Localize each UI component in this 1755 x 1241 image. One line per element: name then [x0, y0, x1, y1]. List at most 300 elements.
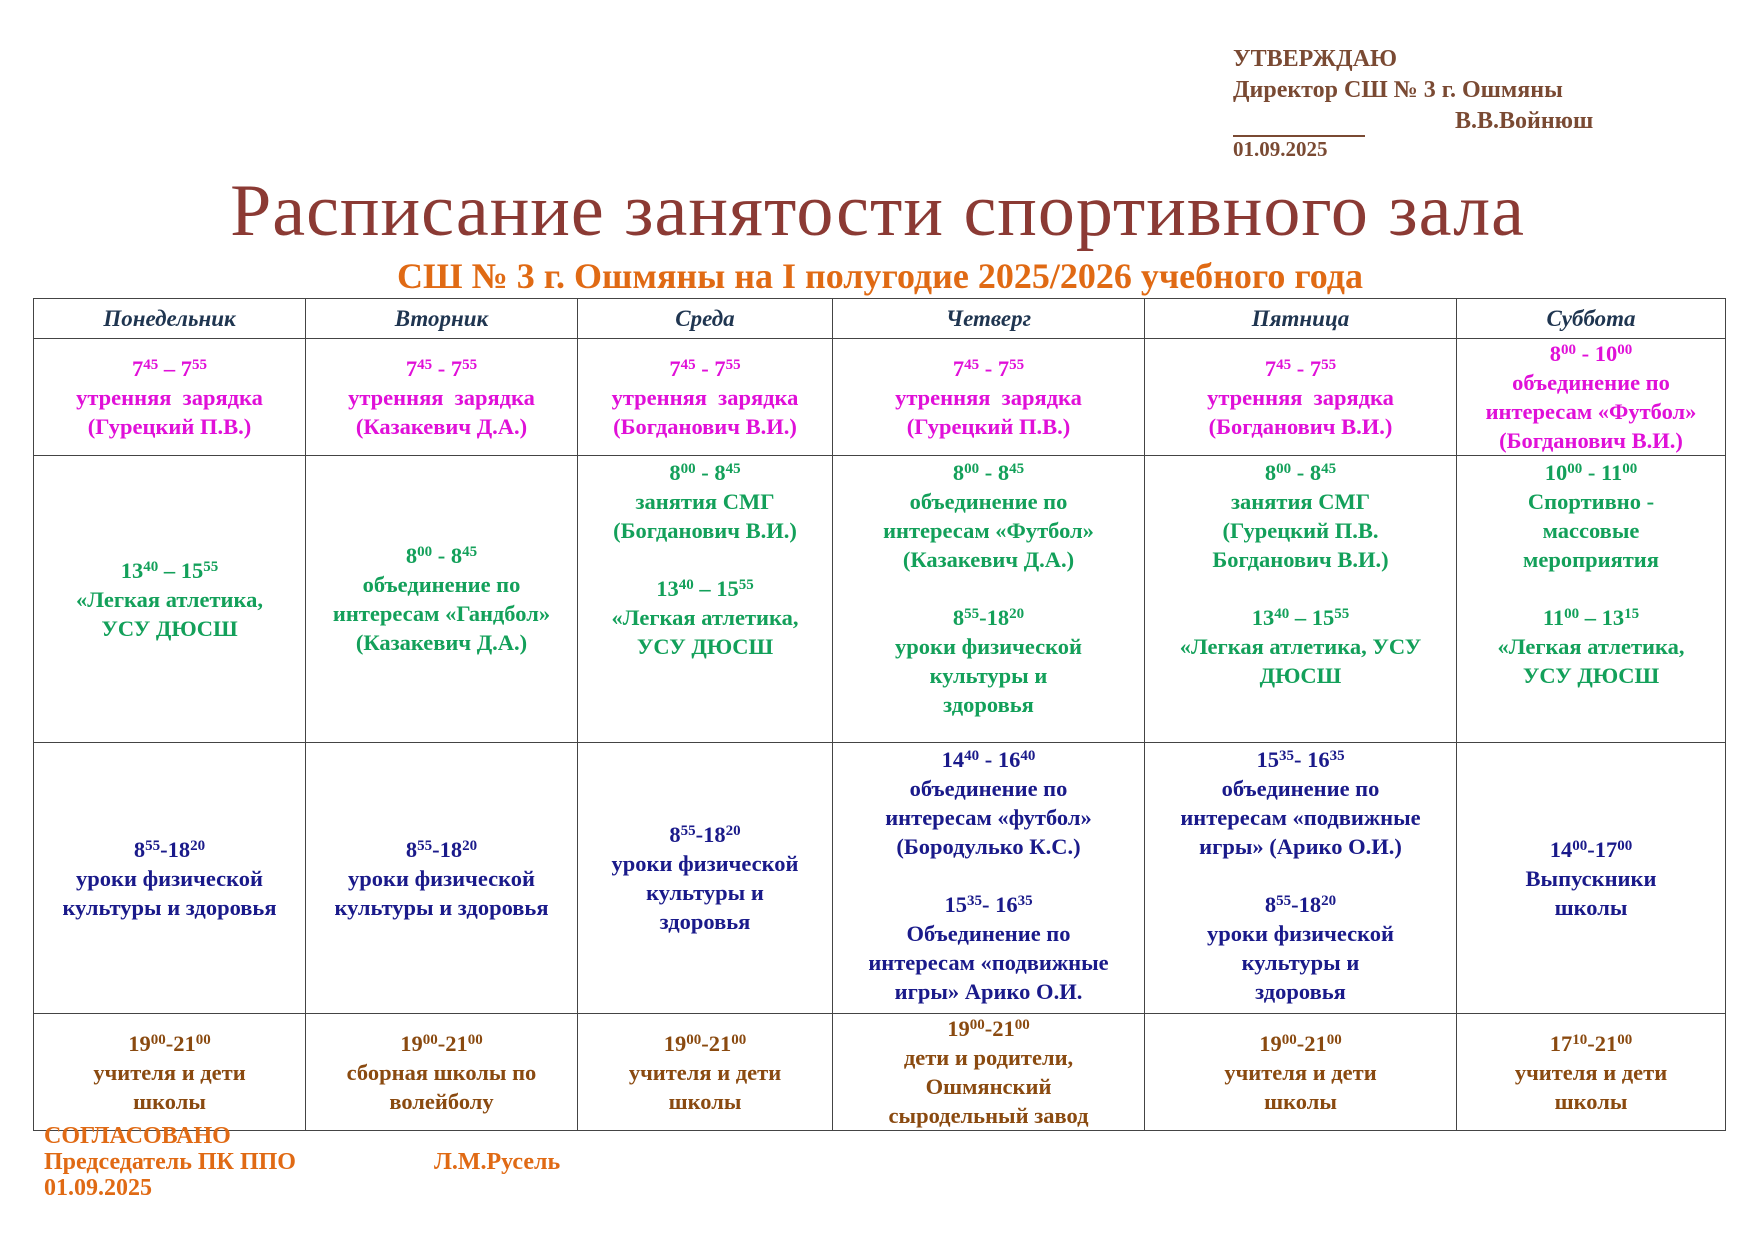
end-minutes: 55	[725, 356, 741, 373]
activity-line: здоровья	[659, 909, 751, 934]
activity-line: (Казакевич Д.А.)	[902, 547, 1075, 572]
schedule-cell	[1145, 339, 1457, 456]
end-hour: 8	[997, 460, 1010, 485]
activity-line: объединение по	[909, 489, 1068, 514]
activity-line: Спортивно -	[1527, 489, 1655, 514]
activity-line: «Легкая атлетика,	[1497, 634, 1685, 659]
start-minutes: 40	[143, 558, 159, 575]
activity-line: культуры и здоровья	[334, 894, 549, 920]
time-range	[582, 1029, 828, 1058]
end-hour: 18	[167, 836, 191, 862]
time-range	[837, 890, 1140, 919]
start-hour: 8	[952, 605, 965, 630]
start-hour: 19	[947, 1016, 970, 1041]
schedule-entry	[1461, 339, 1721, 455]
start-hour: 15	[944, 892, 967, 917]
schedule-entry	[1461, 835, 1721, 922]
schedule-cell	[306, 456, 578, 743]
start-minutes: 00	[1572, 837, 1588, 854]
time-range	[1149, 745, 1452, 774]
schedule-entry	[38, 1029, 301, 1116]
end-minutes: 55	[1334, 606, 1350, 622]
schedule-row	[34, 456, 1726, 743]
start-hour: 8	[1264, 892, 1277, 917]
end-hour: 18	[439, 836, 463, 862]
time-range	[1149, 1029, 1452, 1058]
schedule-cell	[833, 339, 1145, 456]
end-minutes: 00	[195, 1031, 211, 1048]
activity-line: школы	[1264, 1088, 1337, 1114]
start-minutes: 45	[1276, 356, 1292, 373]
schedule-entry	[837, 745, 1140, 861]
end-minutes: 35	[1017, 893, 1033, 909]
start-minutes: 55	[964, 606, 980, 622]
start-hour: 11	[1542, 605, 1565, 630]
start-hour: 8	[669, 460, 681, 485]
end-minutes: 20	[462, 837, 478, 854]
time-separator: -	[160, 836, 168, 862]
end-minutes: 15	[1624, 606, 1640, 622]
activity-line: сыродельный завод	[888, 1103, 1089, 1128]
time-range	[1461, 1029, 1721, 1058]
activity-line: учителя и дети	[628, 1059, 782, 1085]
end-hour: 13	[1601, 605, 1625, 630]
time-separator: -	[1296, 1030, 1305, 1056]
schedule-entry	[837, 1014, 1140, 1130]
activity-line: школы	[1554, 1088, 1628, 1114]
activity-line: утренняя зарядка	[76, 384, 263, 410]
time-separator: -	[432, 836, 440, 862]
end-hour: 7	[450, 355, 463, 381]
start-minutes: 35	[966, 893, 982, 909]
schedule-row	[34, 743, 1726, 1014]
time-range	[1461, 835, 1721, 864]
schedule-cell	[34, 1014, 306, 1131]
time-separator: -	[979, 355, 998, 381]
time-range	[582, 458, 828, 487]
agreement-signature-line	[44, 1149, 560, 1175]
start-hour: 8	[1264, 460, 1277, 485]
time-separator: -	[437, 1030, 446, 1056]
schedule-entry	[38, 835, 301, 922]
activity-line: (Богданович В.И.)	[613, 518, 797, 543]
time-range	[38, 835, 301, 864]
end-minutes: 55	[1009, 356, 1025, 373]
schedule-cell	[1457, 339, 1726, 456]
activity-line: интересам «подвижные	[868, 950, 1109, 975]
activity-line: игры» Арико О.И.	[894, 979, 1083, 1004]
time-range	[310, 835, 573, 864]
activity-line: утренняя зарядка	[611, 384, 799, 410]
end-minutes: 00	[1326, 1031, 1342, 1048]
activity-line: (Богданович В.И.)	[1208, 413, 1393, 439]
end-hour: 15	[716, 576, 739, 601]
block-spacer	[1461, 574, 1721, 603]
end-hour: 21	[1304, 1030, 1327, 1056]
start-minutes: 55	[417, 837, 433, 854]
time-range	[38, 1029, 301, 1058]
end-hour: 18	[1298, 892, 1322, 917]
activity-line: (Гурецкий П.В.)	[906, 413, 1071, 439]
schedule-entry	[1461, 603, 1721, 690]
time-range	[1461, 339, 1721, 368]
activity-line: (Казакевич Д.А.)	[355, 413, 528, 439]
activity-line: дети и родители,	[903, 1045, 1074, 1070]
activity-line: объединение по	[362, 572, 521, 597]
day-header: Пятница	[1145, 299, 1457, 339]
schedule-cell	[1145, 1014, 1457, 1131]
start-minutes: 00	[1564, 606, 1580, 622]
end-minutes: 00	[1617, 1031, 1633, 1048]
time-separator: -	[1293, 747, 1308, 772]
end-minutes: 55	[192, 356, 207, 373]
day-header: Среда	[578, 299, 833, 339]
approval-signature-line	[1233, 106, 1713, 137]
start-minutes: 00	[417, 544, 433, 560]
schedule-cell	[1457, 456, 1726, 743]
agreement-heading: СОГЛАСОВАНО	[44, 1123, 231, 1149]
activity-line: уроки физической	[611, 851, 799, 876]
start-hour: 8	[1549, 341, 1561, 366]
agreement-date: 01.09.2025	[44, 1175, 152, 1201]
start-hour: 19	[400, 1030, 423, 1056]
agreement-position: Председатель ПК ППО	[44, 1149, 296, 1175]
time-separator: -	[701, 1030, 709, 1056]
end-minutes: 20	[725, 823, 741, 839]
schedule-cell	[1145, 743, 1457, 1014]
schedule-cell	[306, 1014, 578, 1131]
start-hour: 19	[1259, 1030, 1282, 1056]
activity-line: «Легкая атлетика, УСУ	[1179, 634, 1422, 659]
block-spacer	[582, 545, 828, 574]
time-separator: –	[158, 355, 181, 381]
block-spacer	[837, 574, 1140, 603]
end-hour: 7	[997, 355, 1010, 381]
schedule-entry	[1149, 1029, 1452, 1116]
time-separator: -	[979, 747, 998, 772]
schedule-entry	[1461, 458, 1721, 574]
start-minutes: 40	[678, 577, 694, 593]
start-minutes: 55	[145, 837, 161, 854]
end-hour: 11	[1600, 460, 1623, 485]
activity-line: школы	[1554, 894, 1628, 920]
end-minutes: 55	[738, 577, 754, 593]
activity-line: Богданович В.И.)	[1212, 547, 1389, 572]
end-minutes: 40	[1020, 748, 1036, 764]
schedule-entry	[837, 603, 1140, 719]
activity-line: уроки физической	[1207, 921, 1394, 946]
activity-line: Объединение по	[906, 921, 1071, 946]
page-subtitle: СШ № 3 г. Ошмяны на I полугодие 2025/2026 учебного года	[397, 256, 1363, 296]
start-minutes: 00	[1561, 342, 1576, 358]
start-hour: 15	[1256, 747, 1279, 772]
start-minutes: 00	[964, 461, 980, 477]
start-hour: 8	[669, 822, 681, 847]
schedule-entry	[310, 354, 573, 441]
schedule-entry	[582, 1029, 828, 1116]
activity-line: утренняя зарядка	[348, 384, 535, 410]
time-separator: -	[984, 1016, 993, 1041]
time-separator: –	[1579, 605, 1602, 630]
time-separator: -	[1291, 892, 1299, 917]
activity-line: Ошмянский	[925, 1074, 1052, 1099]
time-separator: -	[432, 355, 451, 381]
time-separator: -	[695, 355, 715, 381]
activity-line: здоровья	[943, 692, 1034, 717]
end-hour: 7	[714, 355, 726, 381]
time-separator: –	[158, 557, 181, 583]
time-separator: -	[979, 460, 998, 485]
schedule-entry	[38, 556, 301, 643]
approval-name: В.В.Войнюш	[1455, 108, 1594, 134]
day-header: Вторник	[306, 299, 578, 339]
schedule-entry	[310, 835, 573, 922]
start-minutes: 00	[1567, 461, 1583, 477]
time-range	[837, 1014, 1140, 1043]
approval-heading: УТВЕРЖДАЮ	[1233, 46, 1398, 72]
activity-line: школы	[668, 1088, 742, 1114]
start-minutes: 10	[1572, 1031, 1588, 1048]
day-header: Четверг	[833, 299, 1145, 339]
start-minutes: 00	[686, 1031, 702, 1048]
activity-line: объединение по	[1512, 370, 1670, 395]
end-hour: 21	[173, 1030, 196, 1056]
end-hour: 15	[180, 557, 204, 583]
start-minutes: 00	[422, 1031, 438, 1048]
schedule-entry	[310, 541, 573, 657]
days-header-row	[34, 299, 1726, 339]
end-minutes: 45	[462, 544, 478, 560]
activity-line: УСУ ДЮСШ	[1522, 663, 1660, 688]
start-minutes: 45	[417, 356, 433, 373]
start-minutes: 40	[1274, 606, 1290, 622]
activity-line: здоровья	[1255, 979, 1346, 1004]
activity-line: уроки физической	[895, 634, 1082, 659]
schedule-cell	[1457, 1014, 1726, 1131]
schedule-cell	[578, 456, 833, 743]
approval-position: Директор СШ № 3 г. Ошмяны	[1233, 77, 1563, 103]
day-header: Понедельник	[34, 299, 306, 339]
activity-line: «Легкая атлетика,	[611, 605, 799, 630]
schedule-entry	[837, 458, 1140, 574]
time-range	[837, 745, 1140, 774]
activity-line: игры» (Арико О.И.)	[1199, 834, 1402, 859]
activity-line: интересам «футбол»	[885, 805, 1092, 830]
time-range	[1461, 458, 1721, 487]
schedule-cell	[34, 743, 306, 1014]
end-hour: 21	[1594, 1030, 1618, 1056]
end-minutes: 45	[1321, 461, 1337, 477]
approval-date: 01.09.2025	[1233, 137, 1328, 161]
time-separator: -	[1587, 836, 1595, 862]
time-range	[1149, 458, 1452, 487]
schedule-cell	[833, 1014, 1145, 1131]
block-spacer	[837, 861, 1140, 890]
end-hour: 7	[1309, 355, 1322, 381]
schedule-cell	[1145, 456, 1457, 743]
schedule-entry	[1149, 890, 1452, 1006]
activity-line: интересам «подвижные	[1180, 805, 1421, 830]
time-separator: -	[695, 822, 704, 847]
approval-block	[1233, 44, 1713, 161]
end-minutes: 20	[1321, 893, 1337, 909]
day-header: Суббота	[1457, 299, 1726, 339]
time-range	[837, 458, 1140, 487]
time-range	[582, 354, 828, 383]
activity-line: сборная школы по	[346, 1059, 537, 1085]
activity-line: ДЮСШ	[1259, 663, 1342, 688]
schedule-cell	[1457, 743, 1726, 1014]
end-minutes: 00	[1617, 837, 1633, 854]
start-hour: 14	[1549, 836, 1573, 862]
schedule-cell	[578, 339, 833, 456]
start-hour: 13	[656, 576, 679, 601]
time-range	[38, 556, 301, 585]
activity-line: культуры и	[929, 663, 1048, 688]
time-separator: -	[979, 605, 987, 630]
activity-line: культуры и	[646, 880, 764, 905]
time-range	[310, 354, 573, 383]
start-hour: 19	[663, 1030, 687, 1056]
activity-line: волейболу	[389, 1088, 494, 1114]
schedule-cell	[578, 1014, 833, 1131]
end-minutes: 00	[731, 1031, 747, 1048]
end-minutes: 20	[1009, 606, 1025, 622]
activity-line: учителя и дети	[1224, 1059, 1377, 1085]
end-minutes: 00	[1622, 461, 1638, 477]
end-hour: 21	[445, 1030, 468, 1056]
start-hour: 7	[132, 355, 144, 381]
schedule-entry	[582, 574, 828, 661]
activity-line: уроки физической	[348, 865, 535, 891]
time-separator: -	[695, 460, 715, 485]
start-hour: 8	[952, 460, 965, 485]
start-hour: 7	[405, 355, 418, 381]
end-hour: 16	[1307, 747, 1330, 772]
block-spacer	[1149, 574, 1452, 603]
block-spacer	[1149, 861, 1452, 890]
start-minutes: 45	[964, 356, 980, 373]
signature-blank	[1233, 113, 1365, 137]
time-separator: -	[1582, 460, 1601, 485]
time-range	[582, 574, 828, 603]
end-minutes: 55	[203, 558, 219, 575]
start-minutes: 00	[1276, 461, 1292, 477]
schedule-cell	[34, 339, 306, 456]
time-range	[837, 354, 1140, 383]
schedule-entry	[1149, 745, 1452, 861]
start-hour: 7	[669, 355, 681, 381]
time-separator: -	[981, 892, 996, 917]
start-hour: 13	[120, 557, 144, 583]
time-range	[38, 354, 301, 383]
schedule-cell	[578, 743, 833, 1014]
page-title: Расписание занятости спортивного зала	[230, 170, 1525, 252]
time-range	[582, 820, 828, 849]
end-minutes: 55	[1321, 356, 1337, 373]
time-range	[1149, 890, 1452, 919]
time-separator: -	[432, 543, 451, 568]
activity-line: интересам «Футбол»	[1485, 399, 1697, 424]
end-minutes: 45	[725, 461, 741, 477]
time-range	[1149, 603, 1452, 632]
activity-line: массовые	[1542, 518, 1640, 543]
schedule-entry	[582, 458, 828, 545]
end-hour: 10	[1594, 341, 1618, 366]
schedule-entry	[582, 820, 828, 936]
activity-line: утренняя зарядка	[895, 384, 1082, 410]
schedule-entry	[837, 354, 1140, 441]
activity-line: интересам «Футбол»	[883, 518, 1094, 543]
end-hour: 18	[703, 822, 726, 847]
end-minutes: 55	[462, 356, 478, 373]
end-hour: 8	[1309, 460, 1322, 485]
start-hour: 13	[1251, 605, 1275, 630]
agreement-block	[44, 1123, 560, 1201]
start-minutes: 00	[150, 1031, 166, 1048]
activity-line: объединение по	[909, 776, 1068, 801]
activity-line: утренняя зарядка	[1207, 384, 1394, 410]
start-minutes: 55	[680, 823, 696, 839]
end-minutes: 00	[1014, 1017, 1030, 1033]
schedule-table	[33, 298, 1726, 1131]
activity-line: культуры и	[1241, 950, 1360, 975]
activity-line: культуры и здоровья	[62, 894, 277, 920]
start-minutes: 00	[969, 1017, 985, 1033]
time-range	[1461, 603, 1721, 632]
time-separator: -	[1291, 355, 1310, 381]
end-hour: 17	[1594, 836, 1618, 862]
activity-line: (Богданович В.И.)	[1499, 428, 1683, 453]
end-hour: 21	[708, 1030, 732, 1056]
activity-line: (Богданович В.И.)	[613, 413, 797, 439]
schedule-entry	[582, 354, 828, 441]
end-minutes: 00	[467, 1031, 483, 1048]
activity-line: УСУ ДЮСШ	[101, 615, 238, 641]
end-hour: 16	[997, 747, 1021, 772]
start-hour: 17	[1549, 1030, 1573, 1056]
activity-line: учителя и дети	[1514, 1059, 1668, 1085]
start-minutes: 00	[680, 461, 696, 477]
end-minutes: 45	[1009, 461, 1025, 477]
activity-line: учителя и дети	[93, 1059, 246, 1085]
activity-line: мероприятия	[1523, 547, 1659, 572]
time-separator: -	[1291, 460, 1310, 485]
time-separator: –	[693, 576, 717, 601]
end-hour: 15	[1311, 605, 1335, 630]
start-minutes: 00	[1281, 1031, 1297, 1048]
schedule-row	[34, 1014, 1726, 1131]
time-range	[310, 1029, 573, 1058]
schedule-entry	[310, 1029, 573, 1116]
time-separator: -	[165, 1030, 174, 1056]
activity-line: УСУ ДЮСШ	[636, 634, 774, 659]
end-minutes: 35	[1329, 748, 1345, 764]
end-hour: 18	[986, 605, 1010, 630]
start-hour: 8	[405, 836, 418, 862]
start-minutes: 45	[143, 356, 159, 373]
schedule-entry	[1149, 354, 1452, 441]
schedule-entry	[837, 890, 1140, 1006]
schedule-entry	[38, 354, 301, 441]
start-hour: 8	[133, 836, 146, 862]
time-separator: –	[1289, 605, 1312, 630]
agreement-name: Л.М.Русель	[433, 1149, 561, 1175]
end-hour: 8	[714, 460, 726, 485]
time-range	[310, 541, 573, 570]
schedule-entry	[1149, 603, 1452, 690]
time-separator: -	[1576, 341, 1595, 366]
